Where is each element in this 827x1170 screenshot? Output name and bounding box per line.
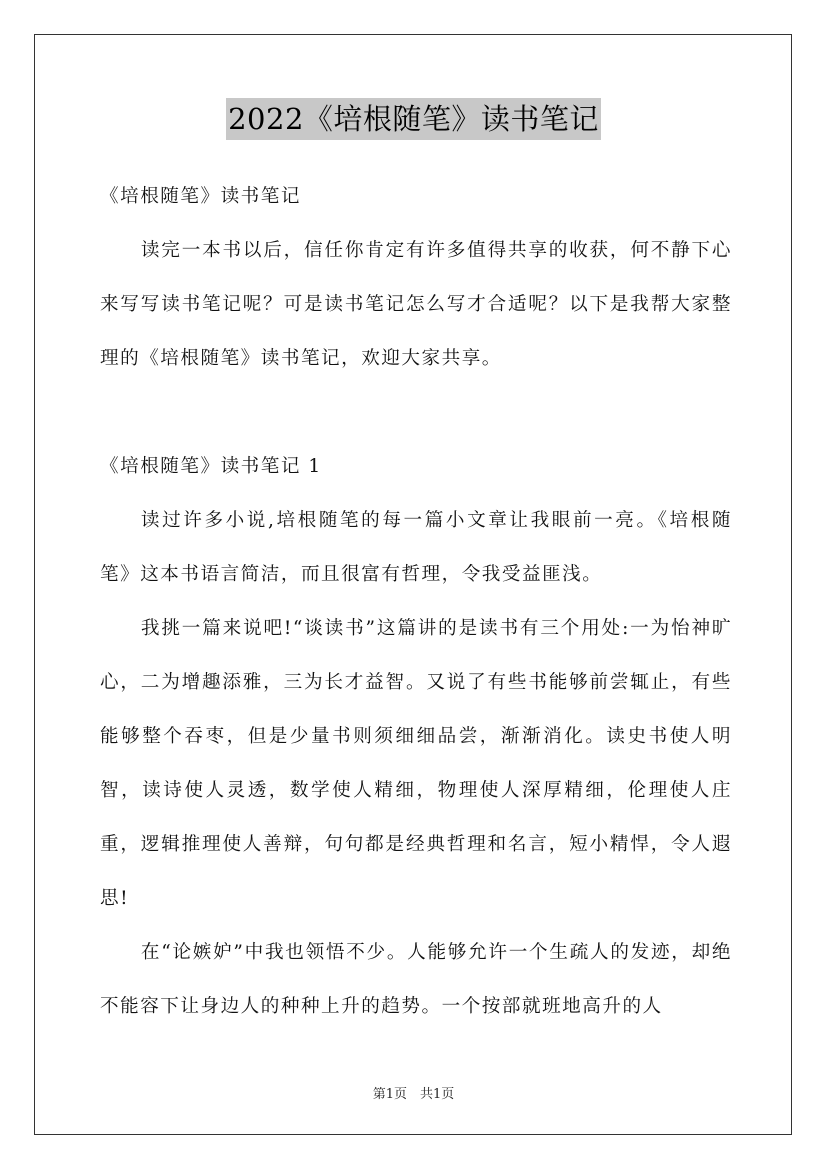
intro-paragraph: 读完一本书以后，信任你肯定有许多值得共享的收获，何不静下心来写写读书笔记呢？可是读书笔记怎么写才合适呢？以下是我帮大家整理的《培根随笔》读书笔记，欢迎大家共享。 bbox=[100, 240, 732, 369]
page-number-label: 第1页 共1页 bbox=[372, 1087, 455, 1102]
intro-heading: 《培根随笔》读书笔记 bbox=[100, 186, 301, 207]
section1-heading: 《培根随笔》读书笔记 1 bbox=[100, 456, 322, 477]
page-footer bbox=[0, 1083, 827, 1102]
section-spacer bbox=[100, 386, 732, 440]
document-title: 2022《培根随笔》读书笔记 bbox=[226, 98, 601, 140]
document-body bbox=[100, 170, 732, 1034]
title-container bbox=[0, 98, 827, 140]
section1-paragraph: 我挑一篇来说吧!“谈读书”这篇讲的是读书有三个用处:一为怡神旷心，二为增趣添雅，三为长才益智。又说了有些书能够前尝辄止，有些能够整个吞枣，但是少量书则须细细品尝，渐渐消化。读史书使人明智，读诗使人灵透，数学使人精细，物理使人深厚精细，伦理使人庄重，逻辑推理使人善辩，句句都是经典哲理和名言，短小精悍，令人遐思! bbox=[100, 618, 732, 909]
section1-paragraph: 在“论嫉妒”中我也领悟不少。人能够允许一个生疏人的发迹，却绝不能容下让身边人的种种上升的趋势。一个按部就班地高升的人 bbox=[100, 942, 732, 1017]
section1-paragraph: 读过许多小说,培根随笔的每一篇小文章让我眼前一亮。《培根随笔》这本书语言简洁，而且很富有哲理，令我受益匪浅。 bbox=[100, 510, 732, 585]
